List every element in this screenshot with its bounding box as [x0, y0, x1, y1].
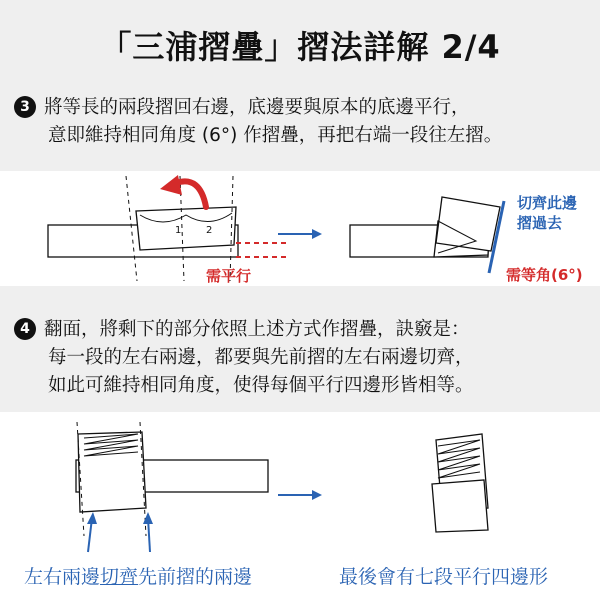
- caption-right: 最後會有七段平行四邊形: [339, 566, 549, 588]
- step-4-line-1: 4 翻面，將剩下的部分依照上述方式作摺疊，訣竅是：: [14, 316, 594, 344]
- label-parallel: 需平行: [206, 267, 252, 285]
- step-3-instructions: [14, 94, 594, 150]
- diagram-2-panel: [0, 412, 600, 600]
- step-3-badge: 3: [14, 96, 36, 118]
- step-4-line-3: 如此可維持相同角度，使得每個平行四邊形皆相等。: [48, 375, 474, 396]
- label-equal-angle: 需等角(6°): [506, 266, 583, 284]
- label-align-edge-1: 切齊此邊: [517, 194, 578, 212]
- fold-arrow-head: [160, 175, 182, 195]
- step-4-badge: 4: [14, 318, 36, 340]
- caption-left: [24, 562, 252, 589]
- caption-left-part-3: 先前摺的兩邊: [138, 566, 253, 588]
- next-step-arrow-1-head: [312, 229, 322, 239]
- step-3-line-1: 3 將等長的兩段摺回右邊，底邊要與原本的底邊平行，: [14, 94, 594, 122]
- diagram-1-panel: [0, 171, 600, 286]
- fold-number-2: 2: [206, 225, 213, 236]
- caption-left-part-1: 左右兩邊: [24, 566, 101, 588]
- label-align-edge-2: 摺過去: [517, 214, 563, 232]
- result-folded-segment: [436, 197, 500, 251]
- step-4-line-2: 每一段的左右兩邊，都要與先前摺的左右兩邊切齊，: [48, 347, 474, 368]
- align-arrow-left-head: [87, 512, 97, 524]
- caption-left-emphasis: 切齊: [100, 566, 139, 588]
- fold-number-1: 1: [175, 225, 182, 236]
- folded-flap: [136, 207, 236, 250]
- page-title: 「三浦摺疊」摺法詳解 2/4: [99, 28, 501, 66]
- final-stack-front: [432, 480, 488, 532]
- step-3-line-2: 意即維持相同角度 (6°) 作摺疊，再把右端一段往左摺。: [48, 125, 503, 146]
- next-step-arrow-2-head: [312, 490, 322, 500]
- step-4-instructions: [14, 316, 594, 400]
